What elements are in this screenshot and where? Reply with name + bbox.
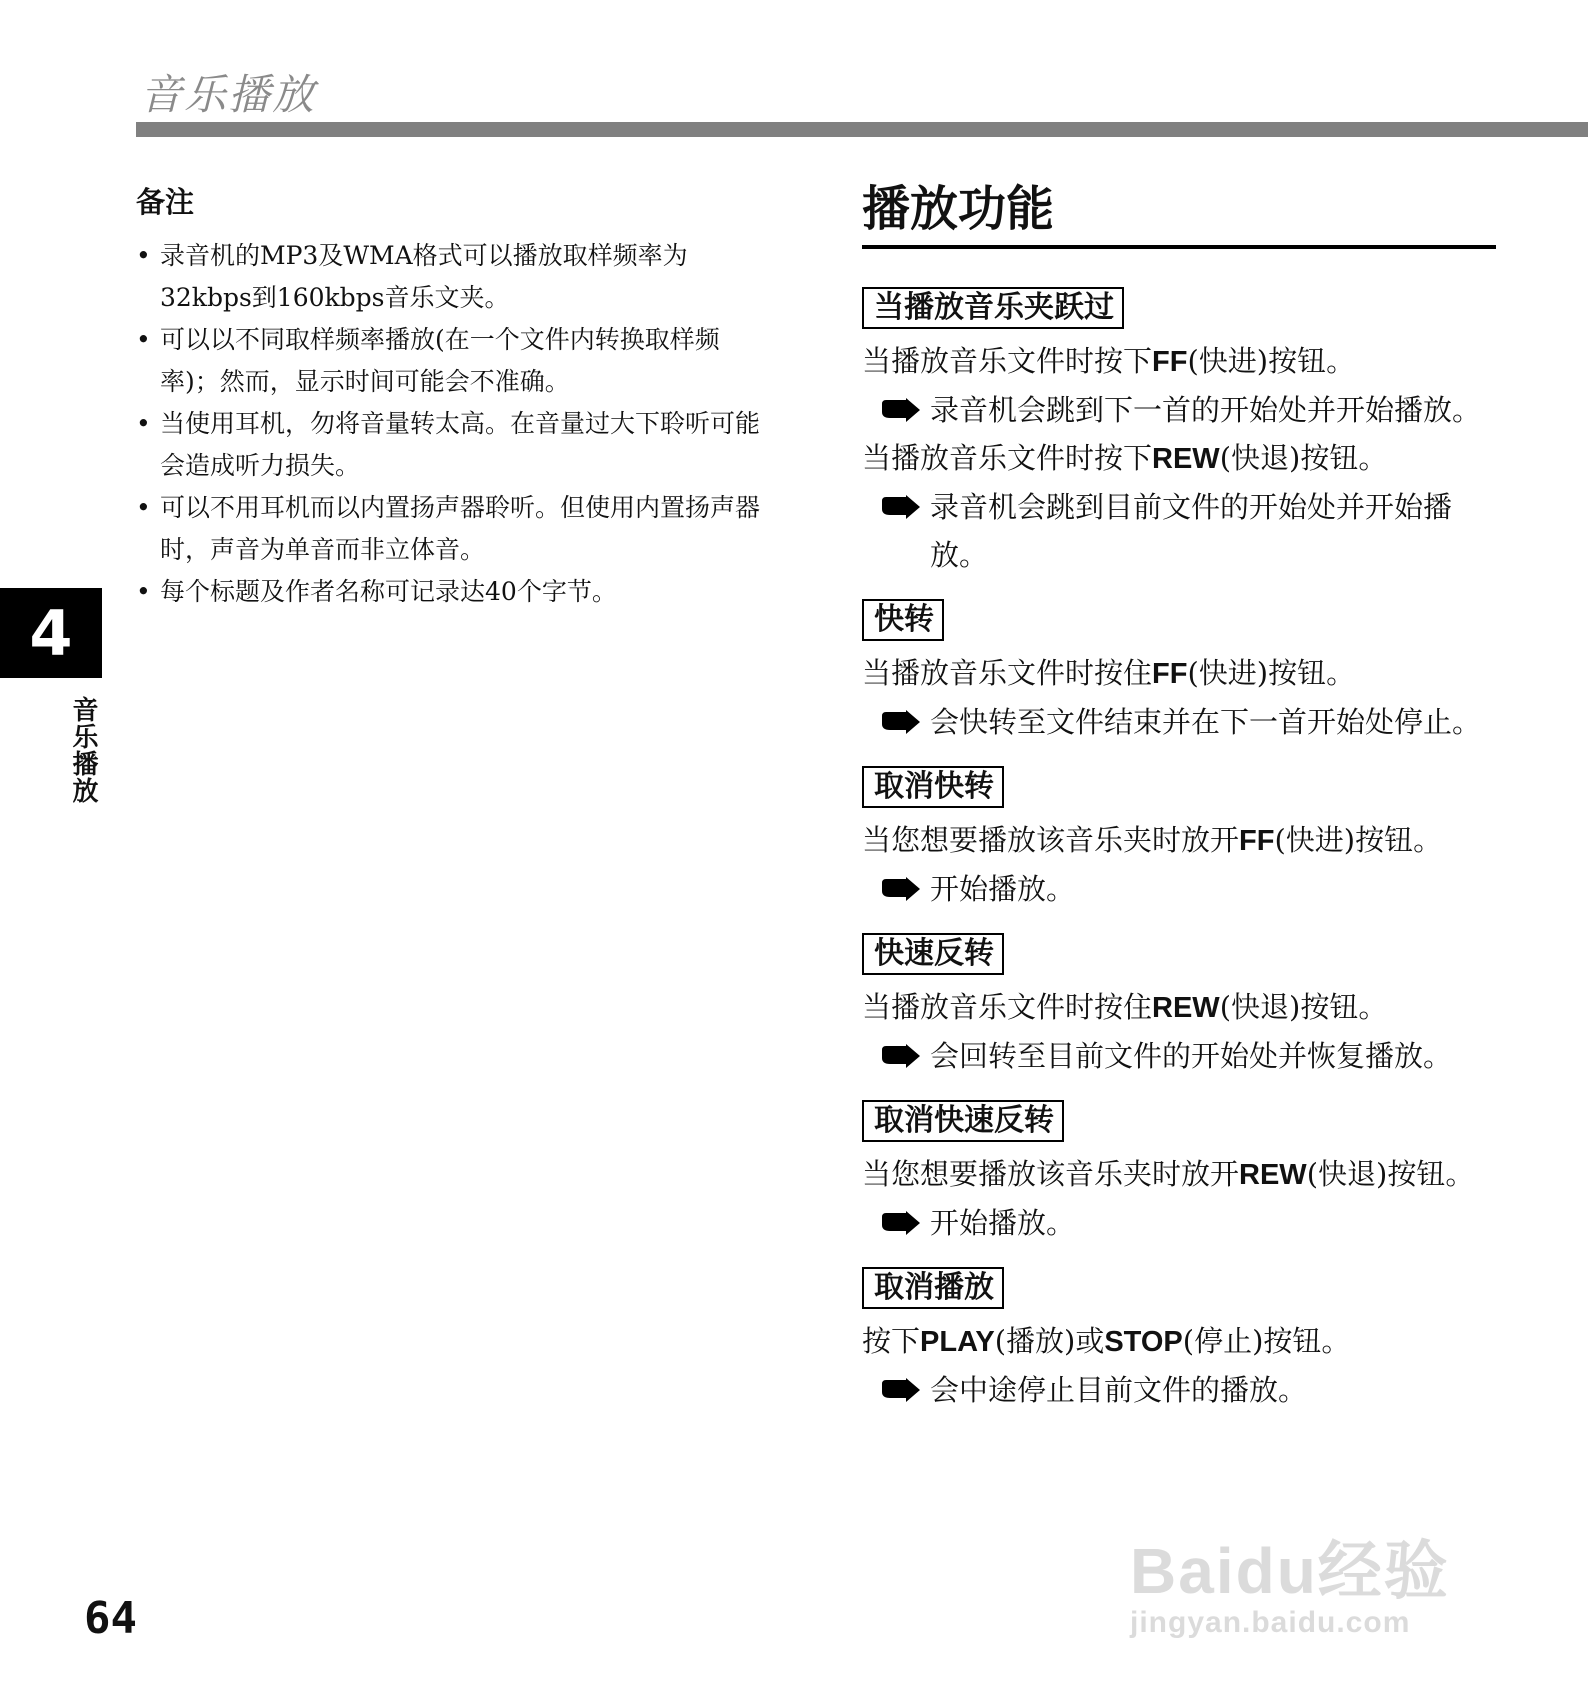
key-name: PLAY [920,1326,995,1358]
note-item: • 录音机的MP3及WMA格式可以播放取样频率为32kbps到160kbps音乐文夹。 [136,235,776,319]
key-name: REW [1152,443,1220,475]
instruction-text: 当播放音乐文件时按下 [862,441,1153,475]
right-arrow-icon [880,1366,924,1414]
instruction-text: (快退)按钮。 [1219,441,1388,475]
instruction-text: (快进)按钮。 [1187,656,1356,690]
function-cancel-playback [862,1267,1502,1414]
key-name: FF [1239,825,1275,857]
instruction [862,1150,1502,1199]
key-name: REW [1239,1159,1307,1191]
instruction [862,983,1502,1032]
result-text: 开始播放。 [930,872,1076,906]
key-name: REW [1152,992,1220,1024]
notes-title: 备注 [136,185,195,219]
instruction [862,337,1502,386]
right-arrow-icon [880,1199,924,1247]
instruction-text: (停止)按钮。 [1182,1324,1351,1358]
key-name: STOP [1104,1326,1183,1358]
function-cancel-fast-forward [862,766,1502,913]
result [862,865,1502,913]
note-item: • 每个标题及作者名称可记录达40个字节。 [136,571,776,613]
instruction-text: 当播放音乐文件时按住 [862,656,1153,690]
instruction-text: 当播放音乐文件时按下 [862,344,1153,378]
function-label: 取消快速反转 [862,1100,1064,1142]
result-text: 会中途停止目前文件的播放。 [930,1373,1308,1407]
instruction-text: (快退)按钮。 [1219,990,1388,1024]
function-label: 取消快转 [862,766,1004,808]
note-item: • 可以以不同取样频率播放(在一个文件内转换取样频率)；然而，显示时间可能会不准确。 [136,319,776,403]
watermark-brand: Baidu经验 [1130,1535,1450,1607]
section-title: 播放功能 [862,170,1496,249]
right-arrow-icon [880,698,924,746]
function-label: 当播放音乐夹跃过 [862,287,1124,329]
instruction-text: 按下 [862,1324,921,1358]
right-arrow-icon [880,386,924,434]
function-skip [862,287,1502,579]
chapter-vertical-label: 音乐播放 [68,696,98,804]
result [862,1366,1502,1414]
function-fast-forward [862,599,1502,746]
page-number: 64 [84,1593,137,1644]
right-arrow-icon [880,483,924,531]
note-item: • 当使用耳机，勿将音量转太高。在音量过大下聆听可能会造成听力损失。 [136,403,776,487]
running-head: 音乐播放 [140,70,317,119]
playback-functions-section [862,170,1502,1414]
function-label: 快速反转 [862,933,1004,975]
notes-section [136,180,776,613]
key-name: FF [1152,658,1188,690]
function-cancel-rewind [862,1100,1502,1247]
note-item: • 可以不用耳机而以内置扬声器聆听。但使用内置扬声器时，声音为单音而非立体音。 [136,487,776,571]
watermark-url: jingyan.baidu.com [1130,1606,1411,1639]
right-arrow-icon [880,1032,924,1080]
instruction-text: (快进)按钮。 [1187,344,1356,378]
instruction-text: 当播放音乐文件时按住 [862,990,1153,1024]
result-text: 会回转至目前文件的开始处并恢复播放。 [930,1039,1453,1073]
function-label: 取消播放 [862,1267,1004,1309]
result-text: 会快转至文件结束并在下一首开始处停止。 [930,705,1482,739]
instruction [862,1317,1502,1366]
result [862,1199,1502,1247]
header-rule [136,122,1588,137]
result [862,483,1502,579]
chapter-tab: 4 [0,588,102,678]
instruction-text: (播放)或 [994,1324,1105,1358]
key-name: FF [1152,346,1188,378]
instruction [862,816,1502,865]
instruction-text: 当您想要播放该音乐夹时放开 [862,823,1240,857]
notes-list [136,235,776,613]
result [862,698,1502,746]
instruction-text: 当您想要播放该音乐夹时放开 [862,1157,1240,1191]
result-text: 录音机会跳到目前文件的开始处并开始播放。 [930,490,1453,572]
result [862,1032,1502,1080]
instruction [862,434,1502,483]
right-arrow-icon [880,865,924,913]
function-label: 快转 [862,599,944,641]
instruction [862,649,1502,698]
result [862,386,1502,434]
result-text: 录音机会跳到下一首的开始处并开始播放。 [930,393,1482,427]
function-rewind [862,933,1502,1080]
result-text: 开始播放。 [930,1206,1076,1240]
watermark [1130,1520,1450,1640]
instruction-text: (快进)按钮。 [1274,823,1443,857]
instruction-text: (快退)按钮。 [1306,1157,1475,1191]
